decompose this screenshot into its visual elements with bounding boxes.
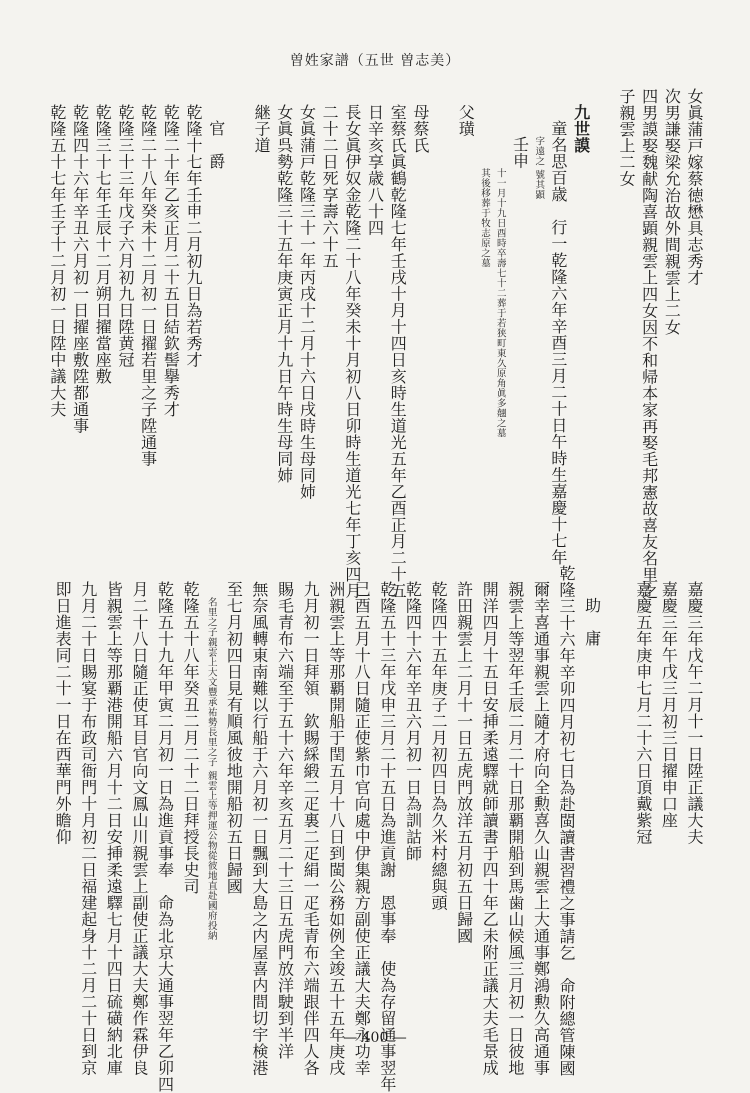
- text-column: 字遠之 號其顕: [533, 136, 545, 200]
- text-column: 己酉五月十八日隨正使紫巾官向處中伊集親方副使正議大夫鄭永功幸: [352, 581, 372, 1076]
- text-column: 乾隆五十三年戊申三月二十五日為進貢謝 恩事奉 使為存留通事翌年: [377, 581, 397, 1093]
- text-column: 女眞呉勢乾隆三十五年庚寅正月十九日午時生母同姉: [274, 104, 294, 484]
- text-column: 九月初一日拜領 欽賜綵緞二疋裏二疋絹一疋毛青布六端跟伴四人各: [301, 581, 321, 1076]
- text-column: 九月二十日賜宴于布政司衙門十月初二日福建起身十二月二十日到京: [78, 581, 98, 1076]
- text-column: 月二十八日隨正使耳目官向文鳳山川親雲上副使正議大夫鄭作霖伊良: [129, 581, 149, 1076]
- text-column: 嘉慶三年午戊三月初三日擢申口座: [659, 581, 679, 829]
- text-column: 親雲上等翌年壬辰二月二十日那覇開船到馬歯山候風三月初一日彼地: [505, 581, 525, 1076]
- top-text-block: [42, 88, 704, 600]
- text-column: 乾隆三十三年戊子六月初九日陞黄冠: [115, 104, 135, 368]
- text-column: 十一月十九日酉時卒壽七十二葬于若狭町東久原角眞多翹之墓: [494, 168, 506, 438]
- text-column: 官 爵: [206, 120, 226, 170]
- text-column: 女眞蒲戸嫁蔡徳懋具志秀才: [685, 88, 704, 286]
- text-column: 乾隆四十六年辛丑六月初一日擢座敷陞都通事: [70, 104, 90, 434]
- text-column: 女眞蒲戸乾隆三十一年丙戌十二月十六日戌時生母同姉: [297, 104, 317, 500]
- text-column: 許田親雲上二月十一日五虎門放洋五月初五日歸國: [454, 581, 474, 944]
- text-column: 至七月初四日見有順風彼地開船初五日歸國: [224, 581, 244, 895]
- page-number: — 400 —: [343, 1030, 407, 1046]
- text-column: 母蔡氏: [410, 104, 430, 154]
- text-column: 四男謨娶魏献陶喜顕親雲上四女因不和帰本家再娶毛邦憲故喜友名里之: [639, 88, 659, 600]
- text-column: 乾隆四十六年辛丑六月初一日為訓詁師: [403, 581, 423, 862]
- text-column: 乾隆四十五年庚子二月初四日為久米村總與頭: [429, 581, 449, 911]
- text-column: 乾隆二十年乙亥正月二十五日結欽髻擧秀才: [161, 104, 181, 418]
- text-column: 其後移葬于牧志原之墓: [479, 168, 490, 268]
- text-column: 九世謨: [571, 104, 591, 154]
- text-column: 賜毛青布六端至于五十六年辛亥五月二十三日五虎門放洋駛到半洋: [275, 581, 295, 1060]
- text-column: 二十二日死享壽六十五: [320, 104, 340, 269]
- text-column: 乾隆三十七年壬辰十二月朔日擢當座敷: [93, 104, 113, 385]
- text-column: 皆親雲上等那覇港開船六月十二日安挿柔遠驛七月十四日硫磺納北庫: [104, 581, 124, 1076]
- text-column: 長女眞伊奴金乾隆二十八年癸未十月初八日卯時生道光七年丁亥四月: [342, 104, 362, 599]
- text-column: 乾隆五十九年甲寅二月初一日為進貢事奉 命為北京大通事翌年乙卯四: [155, 581, 175, 1093]
- text-column: 乾隆十七年壬申二月初九日為若秀才: [184, 104, 203, 368]
- text-column: 即日進表同二十一日在西華門外瞻仰: [53, 581, 73, 845]
- text-column: 嘉慶三年戊午二月十一日陞正議大夫: [685, 581, 704, 845]
- text-column: 名里之子親雲上大文豐承祐勢長里之子 親雲上等押運公物從彼地直赴國府投納: [205, 597, 217, 941]
- text-column: 子親雲上二女: [616, 88, 636, 187]
- text-column: 開洋四月十五日安挿柔遠驛就師讀書于四十年乙未附正議大夫毛景成: [480, 581, 500, 1076]
- text-column: 洲親雲上等那覇開船于閏五月十八日到閩公務如例全竣五十五年庚戌: [326, 581, 346, 1076]
- text-column: 乾隆二十八年癸未十二月初一日擢若里之子陞通事: [138, 104, 158, 467]
- text-column: 爾幸喜通事親雲上隨才府向全勲喜久山親雲上大通事鄭鴻勲久高通事: [531, 581, 551, 1076]
- text-column: 日辛亥享歳八十四: [365, 104, 385, 236]
- text-column: 助 庸: [582, 597, 602, 647]
- text-column: 乾隆三十六年辛卯四月初七日為赴閩讀書習禮之事請乞 命附總管陳國: [557, 565, 577, 1077]
- page-header: 曽姓家譜（五世 曽志美）: [289, 53, 461, 69]
- text-column: 室蔡氏眞鶴乾隆七年壬戌十月十四日亥時生道光五年乙酉正月二十五: [388, 104, 408, 599]
- text-column: 次男謙娶梁允治故外間親雲上二女: [662, 88, 682, 336]
- text-column: 乾隆五十八年癸丑二月二十二日拜授長史司: [181, 581, 201, 895]
- text-column: 壬申: [510, 136, 530, 169]
- text-column: 童名思百歳 行一乾隆六年辛酉三月二十日午時生嘉慶十七年: [548, 120, 568, 566]
- text-column: 継子道: [252, 104, 272, 154]
- text-column: 無奈風轉東南難以行船于六月初一日飄到大島之内屋喜内間切宇検港: [249, 581, 269, 1076]
- text-column: 父璜: [456, 104, 476, 137]
- text-column: 嘉慶五年庚申七月二十六日頂戴紫冠: [633, 581, 653, 845]
- text-column: 乾隆五十七年壬子十二月初一日陞中議大夫: [47, 104, 67, 418]
